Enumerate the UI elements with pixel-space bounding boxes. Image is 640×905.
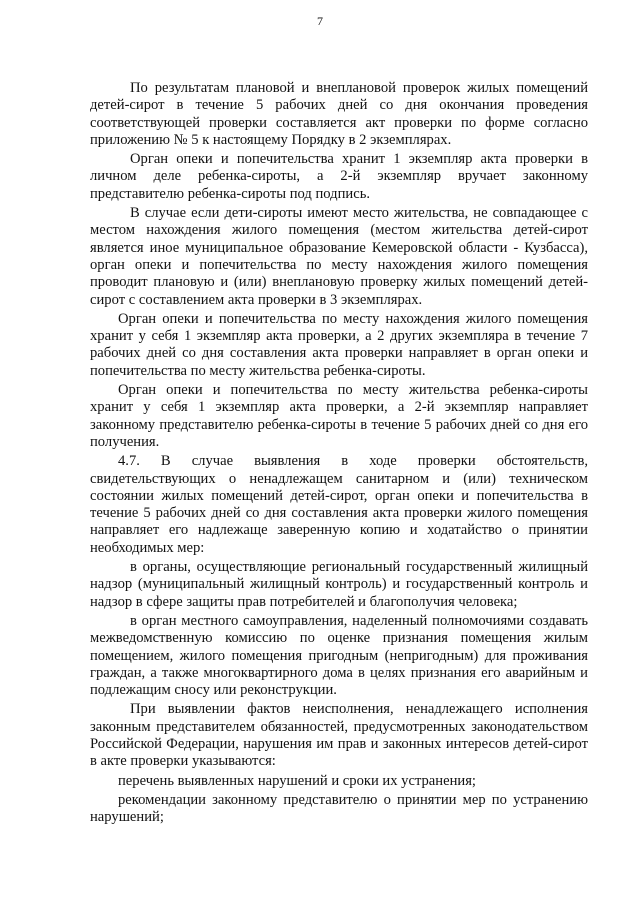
paragraph-violations: При выявлении фактов неисполнения, ненадлежащего исполнения законным представителем обязанностей, предусмотренных законодательством Российской Федерации, нарушения им прав и законных интересов детей-сирот в акте проверки указываются:: [90, 701, 588, 770]
paragraph-section-4-7: 4.7. В случае выявления в ходе проверки обстоятельств, свидетельствующих о ненадлежащем санитарном и (или) техническом состоянии жилых помещений детей-сирот, орган опеки и попечительства в течение 5 рабочих дней со дня составления акта проверки жилого помещения направляет его надлежаще заверенную копию и ходатайство о принятии необходимых мер:: [90, 453, 588, 556]
list-item-housing-supervision: в органы, осуществляющие региональный государственный жилищный надзор (муниципальный жилищный контроль) и государственный контроль и надзор в сфере защиты прав потребителей и благополучия человека;: [90, 559, 588, 610]
list-item-recommendations: рекомендации законному представителю о принятии мер по устранению нарушений;: [90, 791, 588, 826]
paragraph-location-authority: Орган опеки и попечительства по месту нахождения жилого помещения хранит у себя 1 экземпляр акта проверки, а 2 других экземпляра в течение 7 рабочих дней со дня составления акта проверки направляет в орган опеки и попечительства по месту жительства ребенка-сироты.: [90, 310, 588, 379]
paragraph-act-drafting: По результатам плановой и внеплановой проверок жилых помещений детей-сирот в течение 5 рабочих дней со дня окончания проведения соответствующей проверки составляется акт проверки по форме согласно приложению № 5 к настоящему Порядку в 2 экземплярах.: [90, 80, 588, 148]
paragraph-different-residence: В случае если дети-сироты имеют место жительства, не совпадающее с местом нахождения жилого помещения (местом жительства детей-сирот является иное муниципальное образование Кемеровской области - Кузбасса), орган опеки и попечительства по месту нахождения жилого помещения проводит плановую и (или) внеплановую проверку жилых помещений детей-сирот с составлением акта проверки в 3 экземплярах.: [90, 205, 588, 308]
paragraph-residence-authority: Орган опеки и попечительства по месту жительства ребенка-сироты хранит у себя 1 экземпляр акта проверки, а 2-й экземпляр направляет законному представителю ребенка-сироты в течение 5 рабочих дней со дня его получения.: [90, 382, 588, 450]
page-number: 7: [317, 14, 323, 28]
document-body: [90, 80, 588, 828]
paragraph-act-storage: Орган опеки и попечительства хранит 1 экземпляр акта проверки в личном деле ребенка-сироты, а 2-й экземпляр вручает законному представителю ребенка-сироты под подпись.: [90, 151, 588, 202]
list-item-violations-list: перечень выявленных нарушений и сроки их устранения;: [118, 772, 476, 789]
list-item-local-government: в орган местного самоуправления, наделенный полномочиями создавать межведомственную комиссию по оценке признания помещения жилым помещением, жилого помещения пригодным (непригодным) для проживания граждан, а также многоквартирного дома в целях признания его аварийным и подлежащим сносу или реконструкции.: [90, 612, 588, 699]
